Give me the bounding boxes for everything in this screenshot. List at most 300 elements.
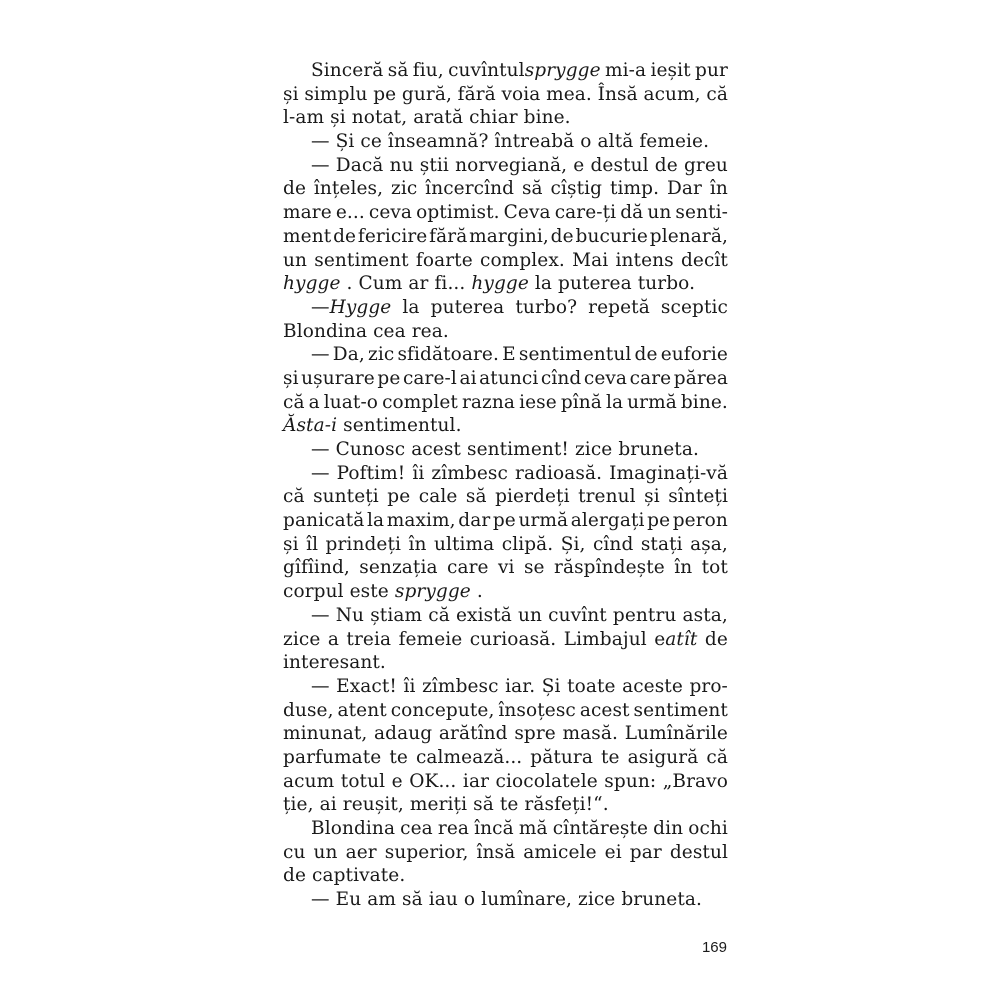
- word: simplu: [304, 83, 368, 105]
- word: bruneta.: [621, 889, 702, 911]
- text-line: [283, 628, 728, 652]
- word: zîmbesc: [422, 675, 499, 697]
- word: Sinceră: [311, 60, 384, 81]
- word: pur: [695, 60, 728, 81]
- word: iau: [428, 889, 458, 911]
- word: îl: [306, 533, 319, 555]
- word: pentru: [612, 604, 677, 626]
- word: —: [311, 604, 330, 626]
- word: norvegiană,: [455, 154, 568, 176]
- word: superior,: [384, 841, 469, 863]
- word: de: [333, 225, 357, 247]
- word: un: [647, 202, 672, 224]
- word: cu: [283, 841, 306, 863]
- word: fericire: [357, 225, 428, 247]
- word: repetă: [588, 296, 650, 318]
- word: —: [311, 154, 330, 176]
- word: de: [550, 225, 574, 247]
- word: urmă: [518, 510, 569, 532]
- text-line: [283, 154, 728, 178]
- word: euforie: [660, 344, 728, 366]
- word: hygge: [283, 273, 341, 295]
- word: aceste: [622, 675, 683, 697]
- word: sentiment: [314, 249, 409, 271]
- word: cale: [418, 486, 458, 508]
- word: sfidătoare.: [397, 344, 499, 366]
- word: intens: [615, 249, 674, 271]
- word: Ăsta-i: [283, 415, 338, 437]
- word: duse,: [283, 699, 334, 721]
- word: o: [463, 889, 476, 911]
- word: decît: [680, 249, 728, 271]
- word: zice: [574, 439, 613, 460]
- word: E: [502, 344, 516, 366]
- word: că: [283, 391, 305, 413]
- word: însoțesc: [498, 699, 576, 721]
- word: complet: [382, 391, 458, 413]
- word: te: [389, 746, 408, 768]
- word: cînd: [592, 533, 634, 555]
- text-line: [283, 864, 728, 888]
- page-number: 169: [701, 939, 727, 956]
- word: dar: [458, 510, 491, 532]
- word: notat,: [351, 107, 408, 129]
- word: și: [283, 83, 299, 105]
- word: „Bravo: [662, 770, 728, 792]
- text-line: [283, 296, 728, 320]
- word: treia: [346, 628, 392, 650]
- word: .: [476, 581, 483, 603]
- word: mi-a: [605, 60, 647, 81]
- word: sprygge: [394, 581, 471, 603]
- word: urmă: [627, 391, 677, 413]
- word: Hygge: [329, 296, 392, 318]
- word: de: [283, 865, 306, 887]
- word: chiar: [469, 107, 518, 129]
- word: rea.: [411, 320, 449, 342]
- text-line: [283, 817, 728, 841]
- word: Eu: [335, 889, 362, 911]
- word: se: [523, 557, 545, 579]
- word: bine.: [523, 107, 571, 129]
- word: așa,: [690, 533, 728, 555]
- word: radioasă.: [515, 462, 603, 484]
- word: sentimentul: [518, 344, 632, 366]
- word: a: [327, 628, 339, 650]
- word: lumînare,: [481, 889, 572, 911]
- word: cîntărește: [552, 818, 649, 839]
- word: la: [366, 510, 385, 532]
- word: —: [311, 889, 330, 911]
- word: Poftim!: [336, 462, 406, 484]
- word: fiu,: [412, 60, 444, 81]
- word: iar.: [505, 675, 536, 697]
- word: care-l: [402, 367, 457, 389]
- word: cuvîntul: [448, 60, 525, 81]
- word: [311, 296, 391, 320]
- word: OK...: [409, 770, 457, 792]
- word: ultima: [433, 533, 495, 555]
- word: mă: [518, 818, 548, 839]
- word: Da,: [332, 344, 365, 366]
- word: bucurie: [575, 225, 648, 247]
- word: puterea: [558, 273, 632, 295]
- word: zic: [367, 344, 395, 366]
- word: Dacă: [335, 154, 384, 176]
- text-line: [283, 83, 728, 107]
- word: vi: [497, 557, 515, 579]
- text-line: [283, 888, 728, 912]
- text-line: [283, 414, 728, 438]
- word: [448, 59, 601, 83]
- word: toate: [567, 675, 616, 697]
- word: maxim,: [386, 510, 456, 532]
- word: să: [521, 178, 543, 200]
- text-line: [283, 59, 728, 83]
- word: să: [387, 60, 409, 81]
- text-line: [283, 367, 728, 391]
- word: sentiment: [633, 699, 728, 721]
- word: totul: [340, 770, 386, 792]
- word: [350, 580, 489, 604]
- word: [654, 628, 697, 652]
- word: parfumate: [283, 746, 382, 768]
- text-line: [283, 651, 728, 675]
- word: timp.: [609, 178, 660, 200]
- word: Limbajul: [563, 628, 647, 650]
- word: cea: [400, 818, 433, 839]
- word: hygge: [471, 273, 529, 295]
- word: există: [456, 604, 512, 626]
- word: sînteți: [668, 486, 728, 508]
- word: sentiment!: [466, 439, 569, 460]
- word: pierdeți: [495, 486, 570, 508]
- text-line: [283, 177, 728, 201]
- word: Blondina: [283, 320, 368, 342]
- word: am: [367, 889, 397, 911]
- word: corpul: [283, 581, 344, 603]
- word: îi: [403, 675, 416, 697]
- word: zice: [283, 628, 321, 650]
- word: e: [573, 154, 585, 176]
- word: pătura: [530, 746, 593, 768]
- word: în: [674, 557, 693, 579]
- word: tot: [701, 557, 728, 579]
- text-line: [283, 201, 728, 225]
- word: femeie: [398, 628, 463, 650]
- word: că: [706, 83, 728, 105]
- word: gîfîind,: [283, 557, 350, 579]
- word: ciocolatele: [495, 770, 598, 792]
- word: foarte: [415, 249, 473, 271]
- word: —: [311, 131, 330, 153]
- word: dă: [620, 202, 644, 224]
- word: te: [601, 746, 620, 768]
- word: iese: [519, 391, 557, 413]
- word: pe: [492, 510, 516, 532]
- word: pe: [647, 510, 671, 532]
- word: —: [311, 344, 330, 366]
- text-line: [283, 343, 728, 367]
- word: și: [644, 486, 660, 508]
- word: gură,: [401, 83, 452, 105]
- text-line: [283, 225, 728, 249]
- text-line: [283, 509, 728, 533]
- word: e: [654, 628, 666, 650]
- text-line: [283, 580, 728, 604]
- word: destul: [590, 154, 649, 176]
- word: —: [311, 296, 330, 318]
- word: în: [709, 178, 728, 200]
- word: calmează...: [415, 746, 523, 768]
- word: razna: [461, 391, 516, 413]
- word: la: [534, 273, 553, 295]
- word: Nu: [335, 604, 365, 626]
- word: spre: [514, 723, 556, 745]
- word: [283, 272, 358, 296]
- text-line: [283, 793, 728, 817]
- word: un: [518, 604, 543, 626]
- word: ei: [604, 841, 622, 863]
- word: turbo.: [637, 273, 696, 295]
- word: zice: [577, 889, 616, 911]
- text-line: [283, 106, 728, 130]
- word: spun:: [604, 770, 657, 792]
- word: Cum: [358, 273, 403, 295]
- word: fără: [457, 83, 496, 105]
- word: un: [283, 249, 308, 271]
- word: ar: [408, 273, 429, 295]
- word: și: [283, 367, 299, 389]
- text-line: [283, 770, 728, 794]
- text-line: [283, 604, 728, 628]
- word: zîmbesc: [431, 462, 508, 484]
- word: cîștig: [550, 178, 603, 200]
- text-line: [283, 556, 728, 580]
- text-line: [283, 438, 728, 462]
- word: este: [349, 581, 389, 603]
- word: [350, 580, 477, 604]
- word: în: [408, 533, 427, 555]
- word: stați: [640, 533, 683, 555]
- word: senti-: [675, 202, 728, 224]
- word: ieșit: [650, 60, 691, 81]
- word: complex.: [479, 249, 565, 271]
- word: sprygge: [524, 60, 601, 81]
- text-line: [283, 746, 728, 770]
- word: bine.: [680, 391, 728, 413]
- word: încercînd: [425, 178, 515, 200]
- word: minunat,: [283, 723, 368, 745]
- word: de: [634, 344, 658, 366]
- word: acum,: [643, 83, 701, 105]
- word: a: [308, 391, 320, 413]
- word: e...: [335, 202, 365, 224]
- word: e: [391, 770, 403, 792]
- word: pînă: [560, 391, 602, 413]
- word: ceva: [368, 202, 413, 224]
- word: de: [704, 628, 728, 650]
- word: încă: [474, 818, 514, 839]
- word: înțeles,: [313, 178, 384, 200]
- word: la: [605, 391, 624, 413]
- word: Ceva: [503, 202, 551, 224]
- word: reușit,: [342, 794, 404, 816]
- word: zic: [390, 178, 418, 200]
- word: arătînd: [438, 723, 508, 745]
- word: știi: [419, 154, 449, 176]
- word: Imaginați-vă: [609, 462, 728, 484]
- word: cea: [373, 320, 406, 342]
- text-line: [283, 130, 728, 154]
- word: optimist.: [416, 202, 500, 224]
- word: sunteți: [313, 486, 379, 508]
- word: înseamnă?: [387, 131, 489, 153]
- word: amicele: [523, 841, 597, 863]
- word: femeie.: [639, 131, 710, 153]
- word: să: [473, 794, 494, 816]
- word: —: [311, 675, 330, 697]
- word: Exact!: [336, 675, 397, 697]
- word: plenară,: [649, 225, 728, 247]
- word: interesant.: [283, 652, 386, 674]
- word: Cunosc: [335, 439, 406, 460]
- text-line: [283, 320, 728, 344]
- word: Mai: [572, 249, 609, 271]
- word: cînd: [540, 367, 582, 389]
- text-line: [283, 462, 728, 486]
- word: sentimentul.: [343, 415, 462, 437]
- word: atunci: [479, 367, 539, 389]
- word: arată: [413, 107, 464, 129]
- word: ment: [283, 225, 332, 247]
- word: însă: [476, 841, 516, 863]
- word: pe: [387, 486, 411, 508]
- word: clipă.: [501, 533, 554, 555]
- word: pe: [373, 83, 397, 105]
- word: ai: [459, 367, 477, 389]
- word: curioasă.: [469, 628, 557, 650]
- word: acest: [579, 699, 630, 721]
- word: la: [402, 296, 420, 318]
- word: de: [654, 154, 678, 176]
- word: mare: [283, 202, 332, 224]
- word: cuvînt: [548, 604, 607, 626]
- word: rea: [437, 818, 470, 839]
- word: că: [428, 604, 450, 626]
- word: senzația: [359, 557, 438, 579]
- word: adaug: [374, 723, 433, 745]
- word: să: [402, 889, 423, 911]
- word: trenul: [578, 486, 636, 508]
- word: altă: [597, 131, 634, 153]
- word: Dar: [666, 178, 702, 200]
- word: o: [580, 131, 592, 153]
- word: că: [706, 746, 728, 768]
- word: ai: [319, 794, 337, 816]
- word: pro-: [689, 675, 728, 697]
- word: acum: [283, 770, 335, 792]
- text-line: [283, 841, 728, 865]
- word: părea: [673, 367, 728, 389]
- word: —: [311, 462, 330, 484]
- word: margini,: [469, 225, 549, 247]
- word: întreabă: [494, 131, 575, 153]
- word: Blondina: [311, 818, 396, 839]
- word: meriți: [409, 794, 468, 816]
- word: .: [346, 273, 353, 295]
- word: Și,: [560, 533, 586, 555]
- text-line: [283, 533, 728, 557]
- text-line: [283, 675, 728, 699]
- text-line: [283, 722, 728, 746]
- word: concepute,: [390, 699, 495, 721]
- word: asigură: [627, 746, 699, 768]
- text-line: [283, 391, 728, 415]
- word: peron: [672, 510, 728, 532]
- word: ușurare: [301, 367, 375, 389]
- word: iar: [462, 770, 490, 792]
- word: care: [447, 557, 489, 579]
- word: ce: [360, 131, 382, 153]
- word: ceva: [583, 367, 628, 389]
- word: de: [283, 178, 306, 200]
- word: greu: [683, 154, 728, 176]
- word: te: [499, 794, 519, 816]
- word: îi: [412, 462, 425, 484]
- word: luat-o: [323, 391, 379, 413]
- word: care: [629, 367, 672, 389]
- text-line: [283, 249, 728, 273]
- word: nu: [389, 154, 414, 176]
- word: aer: [345, 841, 377, 863]
- word: l-am: [283, 107, 325, 129]
- text-line: [283, 485, 728, 509]
- word: atent: [337, 699, 387, 721]
- word: ochi: [688, 818, 728, 839]
- word: că: [283, 486, 305, 508]
- word: răspîndește: [554, 557, 665, 579]
- word: destul: [669, 841, 728, 863]
- word: fi...: [434, 273, 466, 295]
- word: Și: [335, 131, 355, 153]
- word: par: [629, 841, 662, 863]
- word: și: [283, 533, 299, 555]
- word: fără: [429, 225, 468, 247]
- word: sceptic: [660, 296, 728, 318]
- text-line: [283, 272, 728, 296]
- word: [434, 272, 534, 296]
- word: mea.: [546, 83, 592, 105]
- word: bruneta.: [618, 439, 699, 460]
- body-text: [283, 59, 728, 912]
- word: acest: [411, 439, 461, 460]
- word: Și: [541, 675, 561, 697]
- word: din: [653, 818, 684, 839]
- word: și: [330, 107, 346, 129]
- word: puterea: [430, 296, 505, 318]
- word: care-ți: [554, 202, 617, 224]
- text-line: [283, 699, 728, 723]
- word: captivate.: [312, 865, 406, 887]
- word: răsfeți!“.: [524, 794, 609, 816]
- word: un: [313, 841, 338, 863]
- word: pe: [377, 367, 401, 389]
- word: voia: [501, 83, 541, 105]
- word: prindeți: [325, 533, 402, 555]
- word: panicată: [283, 510, 365, 532]
- word: alergați: [570, 510, 645, 532]
